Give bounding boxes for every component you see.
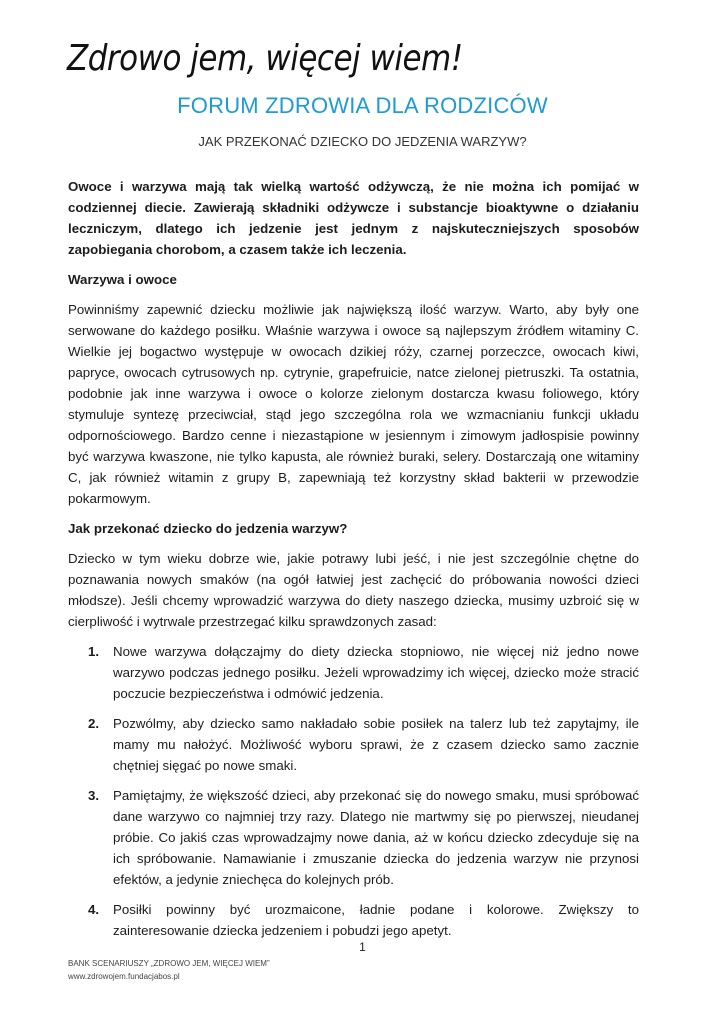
- tips-list: [68, 641, 639, 941]
- list-item-text: Nowe warzywa dołączajmy do diety dziecka stopniowo, nie więcej niż jedno nowe warzywo podczas jednego posiłku. Jeżeli wprowadzimy ich więcej, dziecko może stracić poczucie bezpieczeństwa i odmówić jedzenia.: [113, 644, 639, 701]
- list-item: [68, 713, 639, 776]
- page-subtitle: JAK PRZEKONAĆ DZIECKO DO JEDZENIA WARZYW?: [198, 134, 527, 149]
- section-paragraph-warzywa: Powinniśmy zapewnić dziecku możliwie jak największą ilość warzyw. Warto, aby były one serwowane do każdego posiłku. Właśnie warzywa i owoce są najlepszym źródłem witaminy C. Wielkie jej bogactwo występuje w owocach dzikiej róży, czarnej porzeczce, owocach kiwi, papryce, owocach cytrusowych np. cytrynie, grapefruicie, natce zielonej pietruszki. Ta ostatnia, podobnie jak inne warzywa i owoce o kolorze zielonym dostarcza kwasu foliowego, który stymuluje syntezę przeciwciał, stąd jego szczególna rola we wzmacnianiu funkcji układu odpornościowego. Bardzo cenne i niezastąpione w jesiennym i zimowym jadłospisie powinny być warzywa kwaszone, nie tylko kapusta, ale również buraki, selery. Dostarczają one witaminy C, jak również witamin z grupy B, zapewniają też korzystny skład bakterii w przewodzie pokarmowym.: [68, 302, 639, 506]
- footer-title: BANK SCENARIUSZY „ZDROWO JEM, WIĘCEJ WIEM”: [68, 959, 270, 968]
- page-title: FORUM ZDROWIA DLA RODZICÓW: [177, 93, 548, 118]
- footer-url: www.zdrowojem.fundacjabos.pl: [68, 972, 180, 981]
- list-item-number: 4.: [88, 902, 100, 917]
- list-item-number: 3.: [88, 788, 100, 803]
- footer: [68, 957, 270, 983]
- document-body: [68, 176, 639, 950]
- list-item: [68, 785, 639, 890]
- list-item: [68, 899, 639, 941]
- page-number: 1: [359, 940, 366, 954]
- list-item-number: 1.: [88, 644, 100, 659]
- list-item-text: Pozwólmy, aby dziecko samo nakładało sobie posiłek na talerz lub też zapytajmy, ile mamy mu nałożyć. Możliwość wyboru sprawi, że z czasem dziecko samo zacznie chętniej sięgać po nowe smaki.: [113, 716, 639, 773]
- section-paragraph-jak-przekonac: Dziecko w tym wieku dobrze wie, jakie potrawy lubi jeść, i nie jest szczególnie chętne do poznawania nowych smaków (na ogół łatwiej jest zachęcić do próbowania nowości dzieci młodsze). Jeśli chcemy wprowadzić warzywa do diety naszego dziecka, musimy uzbroić się w cierpliwość i wytrwale przestrzegać kilku sprawdzonych zasad:: [68, 551, 639, 629]
- list-item-number: 2.: [88, 716, 100, 731]
- list-item: [68, 641, 639, 704]
- list-item-text: Pamiętajmy, że większość dzieci, aby przekonać się do nowego smaku, musi spróbować dane warzywo co najmniej trzy razy. Dlatego nie martwmy się po pierwszej, nieudanej próbie. Co jakiś czas wprowadzajmy nowe dania, aż w końcu dziecko zdecyduje się na ich spróbowanie. Namawianie i zmuszanie dziecka do jedzenia warzyw nie przynosi efektów, a jedynie zniechęca do kolejnych prób.: [113, 788, 639, 887]
- section-heading-jak-przekonac: Jak przekonać dziecko do jedzenia warzyw?: [68, 521, 348, 536]
- list-item-text: Posiłki powinny być urozmaicone, ładnie podane i kolorowe. Zwiększy to zainteresowanie dziecka jedzeniem i pobudzi jego apetyt.: [113, 902, 639, 938]
- section-heading-warzywa: Warzywa i owoce: [68, 272, 177, 287]
- intro-paragraph: Owoce i warzywa mają tak wielką wartość odżywczą, że nie można ich pomijać w codziennej diecie. Zawierają składniki odżywcze i substancje bioaktywne o działaniu leczniczym, dlatego ich jedzenie jest jednym z najskuteczniejszych sposobów zapobiegania chorobom, a czasem także ich leczenia.: [68, 179, 639, 257]
- logo: Zdrowo jem, więcej wiem!: [67, 38, 463, 80]
